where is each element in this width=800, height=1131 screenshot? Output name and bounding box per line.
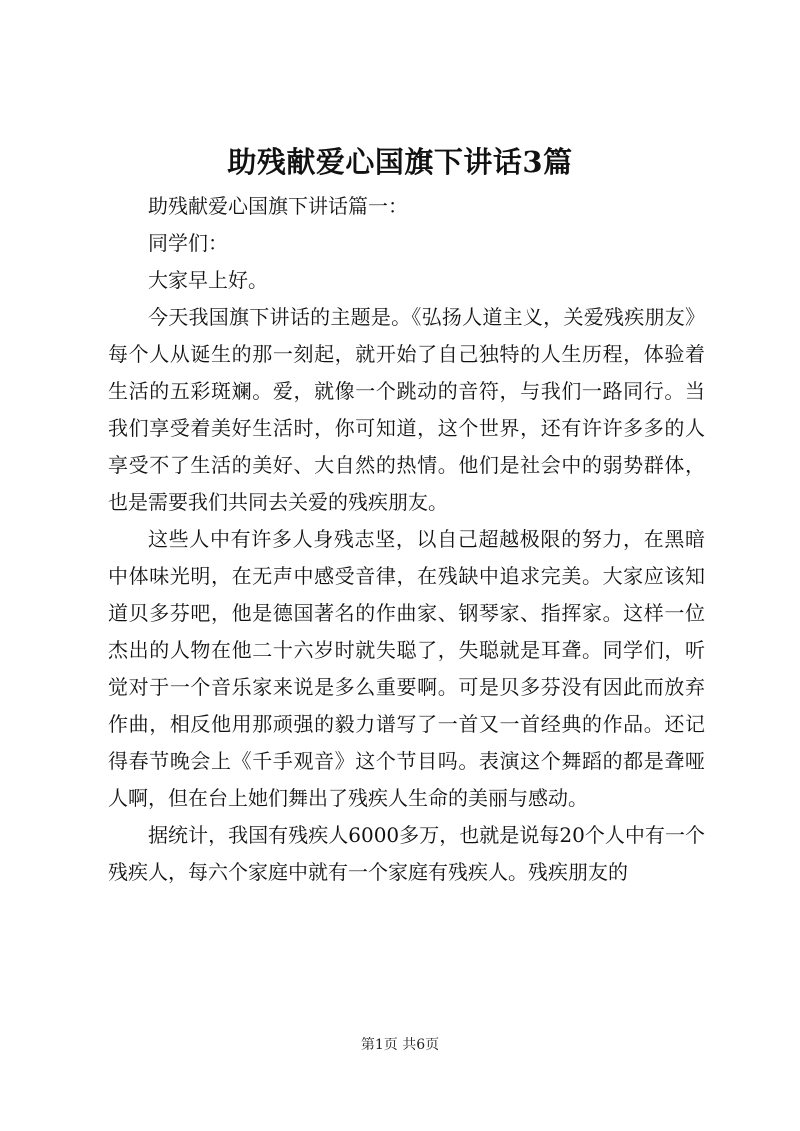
page-footer: 第1页 共6页 (360, 1037, 440, 1053)
document-title: 助残献爱心国旗下讲话3篇 (227, 145, 573, 179)
paragraph-salutation: 同学们： (148, 231, 228, 255)
paragraph-greeting: 大家早上好。 (148, 268, 268, 292)
paragraph-statistics: 据统计，我国有残疾人6000多万，也就是说每20个人中有一个残疾人，每六个家庭中就有一个家庭有残疾人。残疾朋友的 (108, 823, 705, 884)
paragraph-beethoven: 这些人中有许多人身残志坚，以自己超越极限的努力，在黑暗中体味光明，在无声中感受音律，在残缺中追求完美。大家应该知道贝多芬吧，他是德国著名的作曲家、钢琴家、指挥家。这样一位杰出的人物在他二十六岁时就失聪了，失聪就是耳聋。同学们，听觉对于一个音乐家来说是多么重要啊。可是贝多芬没有因此而放弃作曲，相反他用那顽强的毅力谱写了一首又一首经典的作品。还记得春节晚会上《千手观音》这个节目吗。表演这个舞蹈的都是聋哑人啊，但在台上她们舞出了残疾人生命的美丽与感动。 (108, 527, 705, 810)
document-body (108, 188, 705, 891)
paragraph-heading: 助残献爱心国旗下讲话篇一： (148, 194, 408, 218)
paragraph-theme: 今天我国旗下讲话的主题是。《弘扬人道主义，关爱残疾朋友》每个人从诞生的那一刻起，就开始了自己独特的人生历程，体验着生活的五彩斑斓。爱，就像一个跳动的音符，与我们一路同行。当我们享受着美好生活时，你可知道，这个世界，还有许许多多的人享受不了生活的美好、大自然的热情。他们是社会中的弱势群体，也是需要我们共同去关爱的残疾朋友。 (108, 305, 705, 514)
